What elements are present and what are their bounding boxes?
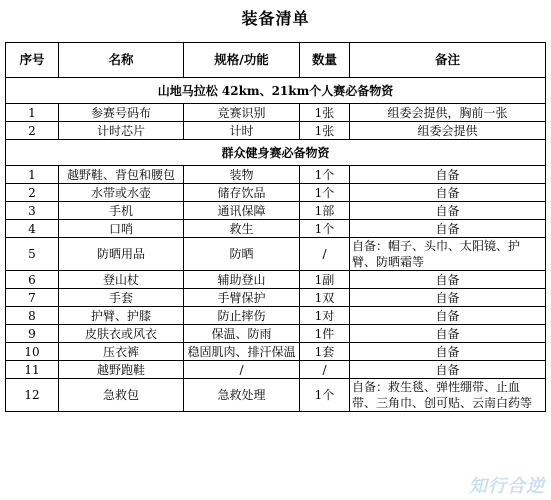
section-heading-row xyxy=(6,140,546,166)
table-row xyxy=(6,289,546,307)
cell-no: 11 xyxy=(6,361,59,379)
cell-note: 自备 xyxy=(350,343,546,361)
cell-note: 自备 xyxy=(350,220,546,238)
cell-name: 防晒用品 xyxy=(59,238,184,271)
cell-qty: / xyxy=(300,361,350,379)
cell-spec: 急救处理 xyxy=(184,379,300,412)
cell-note: 自备 xyxy=(350,166,546,184)
cell-qty: 1张 xyxy=(300,122,350,140)
cell-no: 12 xyxy=(6,379,59,412)
header-spec: 规格/功能 xyxy=(184,43,300,78)
cell-qty: / xyxy=(300,238,350,271)
cell-name: 参赛号码布 xyxy=(59,104,184,122)
table-header-row xyxy=(6,43,546,78)
table-row xyxy=(6,379,546,412)
cell-qty: 1个 xyxy=(300,184,350,202)
cell-qty: 1个 xyxy=(300,220,350,238)
table-row xyxy=(6,343,546,361)
cell-note: 自备 xyxy=(350,289,546,307)
cell-spec: 救生 xyxy=(184,220,300,238)
cell-name: 手机 xyxy=(59,202,184,220)
section-heading-row xyxy=(6,78,546,104)
cell-qty: 1个 xyxy=(300,166,350,184)
cell-name: 水带或水壶 xyxy=(59,184,184,202)
cell-spec: 防止摔伤 xyxy=(184,307,300,325)
cell-no: 1 xyxy=(6,166,59,184)
cell-note: 组委会提供 xyxy=(350,122,546,140)
cell-qty: 1套 xyxy=(300,343,350,361)
cell-name: 皮肤衣或风衣 xyxy=(59,325,184,343)
cell-spec: 装物 xyxy=(184,166,300,184)
table-row xyxy=(6,307,546,325)
cell-note: 自备 xyxy=(350,325,546,343)
watermark-logo: 知行合逆 xyxy=(469,476,545,497)
cell-no: 8 xyxy=(6,307,59,325)
cell-no: 4 xyxy=(6,220,59,238)
header-name: 名称 xyxy=(59,43,184,78)
table-row xyxy=(6,271,546,289)
table-row xyxy=(6,238,546,271)
cell-name: 计时芯片 xyxy=(59,122,184,140)
cell-qty: 1张 xyxy=(300,104,350,122)
table-row xyxy=(6,361,546,379)
cell-qty: 1个 xyxy=(300,379,350,412)
cell-spec: 稳固肌肉、排汗保温 xyxy=(184,343,300,361)
table-row xyxy=(6,166,546,184)
section-title: 群众健身赛必备物资 xyxy=(6,140,546,166)
cell-no: 10 xyxy=(6,343,59,361)
table-row xyxy=(6,122,546,140)
header-note: 备注 xyxy=(350,43,546,78)
table-row xyxy=(6,202,546,220)
cell-no: 2 xyxy=(6,122,59,140)
cell-name: 护臂、护膝 xyxy=(59,307,184,325)
cell-no: 5 xyxy=(6,238,59,271)
cell-note: 自备 xyxy=(350,202,546,220)
cell-note: 自备：帽子、头巾、太阳镜、护臂、防晒霜等 xyxy=(350,238,546,271)
table-row xyxy=(6,104,546,122)
cell-spec: 计时 xyxy=(184,122,300,140)
cell-spec: 防晒 xyxy=(184,238,300,271)
cell-note: 自备 xyxy=(350,184,546,202)
header-no: 序号 xyxy=(6,43,59,78)
cell-no: 3 xyxy=(6,202,59,220)
cell-name: 口哨 xyxy=(59,220,184,238)
cell-spec: 储存饮品 xyxy=(184,184,300,202)
cell-no: 1 xyxy=(6,104,59,122)
page-title: 装备清单 xyxy=(241,9,310,28)
cell-qty: 1副 xyxy=(300,271,350,289)
table-row xyxy=(6,184,546,202)
cell-qty: 1双 xyxy=(300,289,350,307)
cell-no: 7 xyxy=(6,289,59,307)
cell-spec: 保温、防雨 xyxy=(184,325,300,343)
cell-spec: 手臂保护 xyxy=(184,289,300,307)
cell-name: 手套 xyxy=(59,289,184,307)
cell-name: 越野鞋、背包和腰包 xyxy=(59,166,184,184)
cell-spec: 辅助登山 xyxy=(184,271,300,289)
cell-note: 组委会提供，胸前一张 xyxy=(350,104,546,122)
table-row xyxy=(6,220,546,238)
cell-qty: 1对 xyxy=(300,307,350,325)
table-row xyxy=(6,325,546,343)
section-title: 山地马拉松 42km、21km个人赛必备物资 xyxy=(6,78,546,104)
cell-no: 6 xyxy=(6,271,59,289)
cell-spec: 竞赛识别 xyxy=(184,104,300,122)
cell-name: 急救包 xyxy=(59,379,184,412)
cell-note: 自备：救生毯、弹性绷带、止血带、三角巾、创可贴、云南白药等 xyxy=(350,379,546,412)
cell-no: 2 xyxy=(6,184,59,202)
cell-no: 9 xyxy=(6,325,59,343)
cell-note: 自备 xyxy=(350,271,546,289)
cell-spec: 通讯保障 xyxy=(184,202,300,220)
cell-name: 压衣裤 xyxy=(59,343,184,361)
cell-qty: 1部 xyxy=(300,202,350,220)
cell-name: 登山杖 xyxy=(59,271,184,289)
cell-name: 越野跑鞋 xyxy=(59,361,184,379)
cell-spec: / xyxy=(184,361,300,379)
cell-note: 自备 xyxy=(350,307,546,325)
cell-qty: 1件 xyxy=(300,325,350,343)
header-qty: 数量 xyxy=(300,43,350,78)
cell-note: 自备 xyxy=(350,361,546,379)
equipment-table xyxy=(5,42,546,412)
